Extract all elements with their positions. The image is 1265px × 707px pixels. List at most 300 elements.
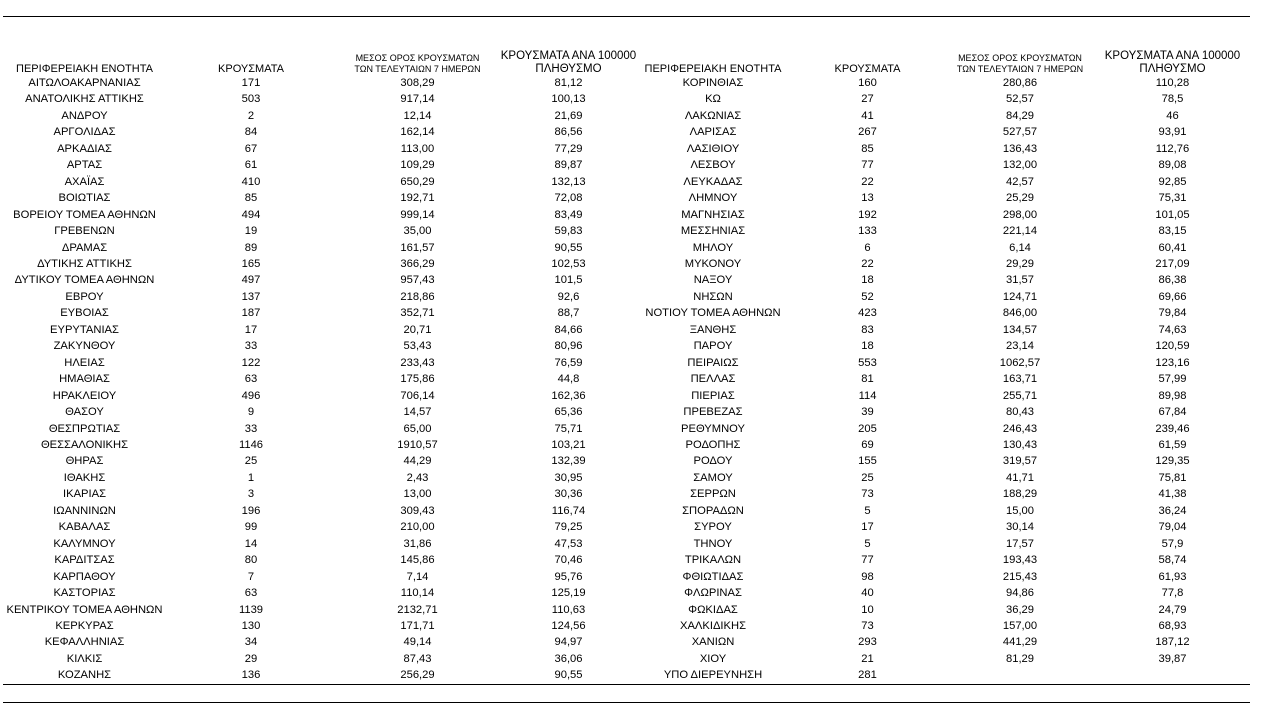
table-row [638,667,1252,683]
cell-area: ΖΑΚΥΝΘΟΥ [53,340,116,353]
cell-cases: 81 [861,373,874,386]
table-row [638,470,1252,486]
table-row [638,585,1252,601]
cell-avg-7-days: 999,14 [400,208,435,221]
table-row [3,322,638,338]
table-row [638,437,1252,453]
table-row [638,651,1252,667]
cell-cases: 9 [247,406,255,419]
cell-area: ΠΕΙΡΑΙΩΣ [687,356,739,369]
cell-per-100k: 77,29 [554,142,583,155]
cell-cases: 196 [241,504,261,517]
cell-avg-7-days: 309,43 [400,504,435,517]
cell-per-100k: 83,49 [554,208,583,221]
cell-cases: 77 [861,554,874,567]
cell-cases: 39 [861,406,874,419]
cell-avg-7-days: 221,14 [1002,225,1038,238]
table-row [638,634,1252,650]
cell-per-100k: 90,55 [554,241,583,254]
cell-avg-7-days: 161,57 [400,241,435,254]
cell-avg-7-days: 256,29 [400,669,435,682]
cell-avg-7-days: 29,29 [1006,257,1034,270]
cell-per-100k: 101,05 [1155,208,1190,221]
cell-avg-7-days: 42,57 [1006,175,1034,188]
cell-per-100k: 79,25 [554,521,583,534]
cell-area: ΕΥΒΟΙΑΣ [60,307,109,320]
cell-per-100k: 92,6 [557,290,580,303]
cell-avg-7-days: 193,43 [1002,554,1038,567]
cases-table-left [3,44,638,684]
table-row [3,141,638,157]
cell-per-100k: 30,36 [554,488,583,501]
cell-area: ΔΥΤΙΚΗΣ ΑΤΤΙΚΗΣ [37,257,132,270]
table-row [3,404,638,420]
cell-cases: 22 [861,175,874,188]
cell-avg-7-days: 31,57 [1006,274,1034,287]
cell-cases: 99 [244,521,258,534]
cell-per-100k: 123,16 [1155,356,1190,369]
table-row [638,453,1252,469]
cell-cases: 33 [244,340,258,353]
cell-per-100k: 125,19 [551,587,586,600]
cell-avg-7-days: 87,43 [403,652,432,665]
cell-area: ΒΟΡΕΙΟΥ ΤΟΜΕΑ ΑΘΗΝΩΝ [13,208,156,221]
cell-avg-7-days: 298,00 [1002,208,1038,221]
cell-cases: 192 [858,208,877,221]
table-row [638,421,1252,437]
cell-area: ΘΗΡΑΣ [65,455,104,468]
header-per-100k: ΚΡΟΥΣΜΑΤΑ ΑΝΑ 100000 ΠΛΗΘΥΣΜΟ [500,50,637,75]
cell-area: ΚΟΡΙΝΘΙΑΣ [682,77,744,89]
cell-cases: 1146 [238,438,264,451]
cell-cases: 130 [241,619,261,632]
cell-per-100k: 57,99 [1158,373,1187,386]
cell-per-100k: 89,08 [1158,159,1187,172]
cell-avg-7-days: 157,00 [1002,619,1038,632]
table-row [3,256,638,272]
table-row [638,157,1252,173]
cell-cases: 1 [247,471,255,484]
table-row [3,453,638,469]
cell-avg-7-days: 44,29 [403,455,432,468]
cell-avg-7-days: 20,71 [403,323,432,336]
cell-area: ΛΗΜΝΟΥ [688,192,738,205]
cell-area: ΗΛΕΙΑΣ [64,356,105,369]
cell-cases: 17 [244,323,258,336]
cell-area: ΣΥΡΟΥ [694,521,732,534]
cell-area: ΑΝΑΤΟΛΙΚΗΣ ΑΤΤΙΚΗΣ [25,93,144,106]
cell-cases: 171 [241,77,261,89]
table-row [638,552,1252,568]
cell-avg-7-days: 31,86 [403,537,432,550]
cell-cases: 114 [858,389,877,402]
table-row [638,91,1252,107]
cell-per-100k: 21,69 [554,109,583,122]
cell-cases: 5 [864,537,871,550]
cell-area: ΞΑΝΘΗΣ [689,323,737,336]
table-row [3,190,638,206]
table-row [638,108,1252,124]
cell-avg-7-days: 246,43 [1002,422,1038,435]
cell-per-100k: 86,38 [1158,274,1187,287]
cell-avg-7-days: 255,71 [1002,389,1038,402]
cell-area: ΠΡΕΒΕΖΑΣ [683,406,743,419]
cell-per-100k: 93,91 [1158,126,1187,139]
cell-per-100k: 69,66 [1158,290,1187,303]
cell-area: ΠΙΕΡΙΑΣ [691,389,735,402]
cell-area: ΘΕΣΣΑΛΟΝΙΚΗΣ [40,438,129,451]
cell-cases: 281 [858,669,877,682]
header-avg-7-days: ΜΕΣΟΣ ΟΡΟΣ ΚΡΟΥΣΜΑΤΩΝ ΤΩΝ ΤΕΛΕΥΤΑΙΩΝ 7 ΗΜΕΡΩΝ [354,53,481,74]
cell-cases: 410 [241,175,261,188]
header-row [3,44,638,75]
cell-per-100k: 67,84 [1158,406,1187,419]
cell-cases: 73 [861,619,874,632]
cell-avg-7-days: 17,57 [1006,537,1034,550]
cell-area: ΜΗΛΟΥ [692,241,734,254]
cell-area: ΣΑΜΟΥ [693,471,733,484]
table-row [3,519,638,535]
cell-avg-7-days: 650,29 [400,175,435,188]
cell-per-100k: 102,53 [551,257,586,270]
cell-cases: 2 [247,109,255,122]
cell-area: ΑΝΔΡΟΥ [61,109,108,122]
cell-cases: 267 [858,126,877,139]
table-row [638,503,1252,519]
table-row [3,388,638,404]
cell-avg-7-days: 706,14 [400,389,435,402]
cell-area: ΒΟΙΩΤΙΑΣ [58,192,111,205]
cell-avg-7-days: 110,14 [400,587,435,600]
cell-area: ΦΛΩΡΙΝΑΣ [684,587,742,600]
cell-cases: 41 [861,109,874,122]
cell-area: ΚΑΡΔΙΤΣΑΣ [54,554,115,567]
cell-per-100k: 57,9 [1161,537,1184,550]
cell-per-100k: 103,21 [551,438,586,451]
cell-cases: 98 [861,570,874,583]
cell-area: ΣΠΟΡΑΔΩΝ [682,504,744,517]
table-row [638,536,1252,552]
cell-avg-7-days: 162,14 [400,126,435,139]
cell-per-100k: 44,8 [557,373,580,386]
table-row [3,585,638,601]
cell-per-100k: 88,7 [557,307,580,320]
table-row [638,75,1252,91]
cell-area: ΛΕΣΒΟΥ [690,159,736,172]
table-row [3,338,638,354]
cell-area: ΚΩ [705,93,721,106]
table-row [638,289,1252,305]
table-row [3,437,638,453]
cell-avg-7-days: 136,43 [1002,142,1038,155]
cell-avg-7-days: 1910,57 [397,438,438,451]
cell-per-100k: 162,36 [551,389,586,402]
cell-avg-7-days: 65,00 [403,422,432,435]
table-row [638,388,1252,404]
cell-cases: 67 [244,142,258,155]
cell-cases: 494 [241,208,261,221]
table-row [3,634,638,650]
cell-per-100k: 101,5 [554,274,583,287]
table-row [3,207,638,223]
cell-avg-7-days: 13,00 [403,488,432,501]
cell-avg-7-days: 145,86 [400,554,435,567]
cell-cases: 80 [244,554,258,567]
cell-per-100k: 110,63 [551,603,586,616]
table-row [3,108,638,124]
cell-per-100k: 95,76 [554,570,583,583]
header-cases: ΚΡΟΥΣΜΑΤΑ [218,63,284,75]
table-row [638,371,1252,387]
cell-area: ΚΑΛΥΜΝΟΥ [53,537,116,550]
cell-per-100k: 65,36 [554,406,583,419]
cell-cases: 205 [858,422,877,435]
cell-per-100k: 72,08 [554,192,583,205]
cell-per-100k: 61,93 [1158,570,1187,583]
cell-per-100k [1093,667,1252,683]
cell-area: ΥΠΟ ΔΙΕΡΕΥΝΗΣΗ [663,669,763,682]
cell-avg-7-days: 84,29 [1006,109,1034,122]
cell-per-100k: 75,31 [1158,192,1187,205]
cell-cases: 63 [244,587,258,600]
cell-area: ΔΡΑΜΑΣ [61,241,108,254]
cell-area: ΙΩΑΝΝΙΝΩΝ [53,504,116,517]
table-row [3,371,638,387]
right-table-block [638,44,1252,684]
cell-area: ΚΟΖΑΝΗΣ [57,669,112,682]
cell-per-100k: 79,04 [1158,521,1187,534]
cell-area: ΚΕΦΑΛΛΗΝΙΑΣ [44,636,125,649]
cell-avg-7-days: 175,86 [400,373,435,386]
cell-avg-7-days: 218,86 [400,290,435,303]
cell-cases: 293 [858,636,877,649]
cell-avg-7-days: 53,43 [403,340,432,353]
cell-avg-7-days: 124,71 [1002,290,1038,303]
cell-cases: 29 [244,652,258,665]
table-row [3,569,638,585]
cell-area: ΑΙΤΩΛΟΑΚΑΡΝΑΝΙΑΣ [28,77,141,89]
cell-cases: 83 [861,323,874,336]
right-table-body [638,75,1252,684]
cell-area: ΚΕΝΤΡΙΚΟΥ ΤΟΜΕΑ ΑΘΗΝΩΝ [6,603,163,616]
cell-area: ΙΚΑΡΙΑΣ [63,488,106,501]
table-row [3,602,638,618]
cell-cases: 77 [861,159,874,172]
table-row [638,240,1252,256]
cell-avg-7-days: 366,29 [400,257,435,270]
bottom-rule [3,684,1250,685]
table-row [3,174,638,190]
cell-area: ΚΙΛΚΙΣ [66,652,103,665]
table-row [638,272,1252,288]
cell-area: ΠΑΡΟΥ [693,340,733,353]
cell-area: ΚΑΡΠΑΘΟΥ [53,570,116,583]
cell-area: ΑΡΤΑΣ [66,159,103,172]
cell-area: ΑΡΓΟΛΙΔΑΣ [53,126,116,139]
table-row [638,618,1252,634]
table-row [3,470,638,486]
header-row [638,44,1252,75]
cell-cases: 21 [861,652,874,665]
cell-per-100k: 217,09 [1155,257,1190,270]
cell-per-100k: 68,93 [1158,619,1187,632]
cell-cases: 122 [241,356,261,369]
cell-per-100k: 84,66 [554,323,583,336]
table-row [638,256,1252,272]
cell-per-100k: 132,39 [551,455,586,468]
cell-per-100k: 61,59 [1158,438,1187,451]
cell-avg-7-days: 192,71 [400,192,435,205]
table-row [3,421,638,437]
cell-per-100k: 60,41 [1158,241,1187,254]
cell-area: ΡΕΘΥΜΝΟΥ [681,422,745,435]
cell-per-100k: 36,24 [1158,504,1187,517]
table-row [638,519,1252,535]
cell-avg-7-days: 1062,57 [999,356,1041,369]
table-row [3,157,638,173]
table-row [3,486,638,502]
cell-avg-7-days: 7,14 [406,570,429,583]
cell-per-100k: 129,35 [1155,455,1190,468]
cell-per-100k: 83,15 [1158,225,1187,238]
cell-avg-7-days: 233,43 [400,356,435,369]
cell-avg-7-days: 352,71 [400,307,435,320]
table-row [638,338,1252,354]
cell-per-100k: 75,81 [1158,471,1187,484]
table-row [3,272,638,288]
cell-avg-7-days: 41,71 [1006,471,1034,484]
cell-area: ΗΡΑΚΛΕΙΟΥ [52,389,117,402]
cell-cases: 27 [861,93,874,106]
table-row [3,355,638,371]
cell-avg-7-days: 441,29 [1002,636,1038,649]
cell-cases: 553 [858,356,877,369]
cell-cases: 10 [861,603,874,616]
cell-avg-7-days: 319,57 [1002,455,1038,468]
cell-per-100k: 89,98 [1158,389,1187,402]
cell-area: ΡΟΔΟΥ [693,455,733,468]
cell-avg-7-days: 23,14 [1006,340,1034,353]
table-row [3,667,638,683]
cell-area: ΡΟΔΟΠΗΣ [685,438,741,451]
cell-area: ΚΑΣΤΟΡΙΑΣ [53,587,116,600]
table-row [638,322,1252,338]
cell-avg-7-days: 113,00 [400,142,435,155]
cell-area: ΧΙΟΥ [699,652,727,665]
table-row [638,602,1252,618]
cell-cases: 33 [244,422,258,435]
table-row [3,240,638,256]
cell-per-100k: 36,06 [554,652,583,665]
table-row [3,651,638,667]
cell-avg-7-days: 36,29 [1006,603,1034,616]
cell-avg-7-days: 280,86 [1002,77,1038,89]
table-row [3,91,638,107]
cell-cases: 52 [861,290,874,303]
cell-avg-7-days: 130,43 [1002,438,1038,451]
cell-per-100k: 124,56 [551,619,586,632]
cell-cases: 133 [858,225,877,238]
cell-avg-7-days: 134,57 [1002,323,1038,336]
cell-avg-7-days: 846,00 [1002,307,1038,320]
cell-area: ΕΒΡΟΥ [65,290,104,303]
table-row [638,355,1252,371]
cell-avg-7-days: 957,43 [400,274,435,287]
cell-per-100k: 77,8 [1161,587,1184,600]
cell-area: ΗΜΑΘΙΑΣ [59,373,110,386]
cell-cases: 34 [244,636,258,649]
cell-per-100k: 120,59 [1155,340,1190,353]
table-row [3,124,638,140]
table-row [638,124,1252,140]
table-row [3,223,638,239]
cell-area: ΑΧΑΪΑΣ [64,175,105,188]
cell-per-100k: 39,87 [1158,652,1187,665]
cases-table-right [638,44,1252,684]
cell-cases: 69 [861,438,874,451]
cell-area: ΣΕΡΡΩΝ [690,488,736,501]
table-row [638,141,1252,157]
cell-avg-7-days: 2,43 [406,471,429,484]
cell-cases: 25 [244,455,258,468]
cell-area: ΧΑΝΙΩΝ [691,636,735,649]
cell-avg-7-days: 15,00 [1006,504,1034,517]
cell-cases: 19 [244,225,258,238]
cell-area: ΛΑΣΙΘΙΟΥ [686,142,740,155]
cell-per-100k: 70,46 [554,554,583,567]
cell-area: ΦΘΙΩΤΙΔΑΣ [682,570,744,583]
cell-per-100k: 239,46 [1155,422,1190,435]
cell-avg-7-days [947,667,1093,683]
cell-area: ΦΩΚΙΔΑΣ [688,603,738,616]
cell-cases: 85 [244,192,258,205]
header-cases: ΚΡΟΥΣΜΑΤΑ [834,63,901,75]
cell-area: ΓΡΕΒΕΝΩΝ [54,225,115,238]
cell-per-100k: 100,13 [551,93,586,106]
cell-avg-7-days: 80,43 [1006,406,1034,419]
cell-cases: 503 [241,93,261,106]
cell-avg-7-days: 12,14 [403,109,432,122]
cell-cases: 22 [861,257,874,270]
cell-cases: 5 [864,504,871,517]
cell-avg-7-days: 188,29 [1002,488,1038,501]
cell-area: ΝΗΣΩΝ [693,290,733,303]
cell-per-100k: 76,59 [554,356,583,369]
cell-area: ΔΥΤΙΚΟΥ ΤΟΜΕΑ ΑΘΗΝΩΝ [14,274,155,287]
cell-avg-7-days: 171,71 [400,619,435,632]
cell-per-100k: 112,76 [1155,142,1190,155]
cell-per-100k: 86,56 [554,126,583,139]
cell-cases: 497 [241,274,261,287]
table-row [638,305,1252,321]
cell-avg-7-days: 81,29 [1006,652,1034,665]
cell-avg-7-days: 2132,71 [397,603,438,616]
cell-per-100k: 24,79 [1158,603,1187,616]
cell-cases: 13 [861,192,874,205]
cell-area: ΝΑΞΟΥ [693,274,733,287]
table-row [638,190,1252,206]
cell-cases: 14 [244,537,258,550]
cell-per-100k: 59,83 [554,225,583,238]
cell-avg-7-days: 35,00 [403,225,432,238]
top-rule [3,16,1250,17]
table-row [3,305,638,321]
cell-avg-7-days: 6,14 [1009,241,1031,254]
cell-cases: 160 [858,77,877,89]
cell-cases: 40 [861,587,874,600]
cell-cases: 89 [244,241,258,254]
header-avg-7-days: ΜΕΣΟΣ ΟΡΟΣ ΚΡΟΥΣΜΑΤΩΝ ΤΩΝ ΤΕΛΕΥΤΑΙΩΝ 7 ΗΜΕΡΩΝ [956,53,1084,74]
